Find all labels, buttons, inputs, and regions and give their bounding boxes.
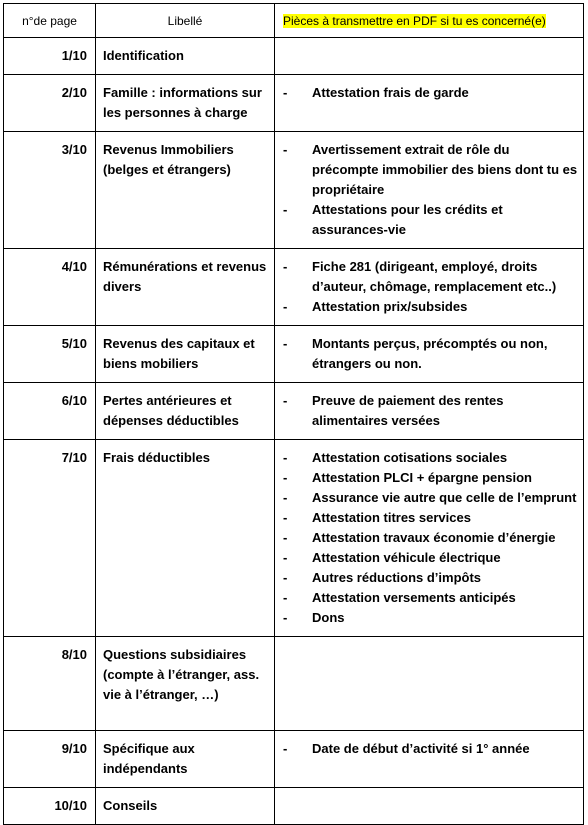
list-item bbox=[275, 391, 579, 431]
label-cell: Famille : informations sur les personnes à charge bbox=[96, 75, 275, 132]
documents-list bbox=[275, 83, 579, 103]
bullet-dash: - bbox=[283, 85, 288, 100]
table-row bbox=[4, 731, 584, 788]
document-item-text: Attestation frais de garde bbox=[312, 85, 469, 100]
documents-list bbox=[275, 448, 579, 628]
documents-table bbox=[3, 3, 584, 825]
label-cell: Revenus Immobiliers (belges et étrangers) bbox=[96, 132, 275, 249]
label-cell: Identification bbox=[96, 38, 275, 75]
bullet-dash: - bbox=[283, 202, 288, 217]
bullet-dash: - bbox=[283, 741, 288, 756]
document-item-text: Fiche 281 (dirigeant, employé, droits d’auteur, chômage, remplacement etc..) bbox=[312, 259, 557, 294]
list-item bbox=[275, 200, 579, 240]
list-item bbox=[275, 588, 579, 608]
documents-list bbox=[275, 257, 579, 317]
page-number-cell: 10/10 bbox=[4, 788, 96, 825]
label-cell: Rémunérations et revenus divers bbox=[96, 249, 275, 326]
page-number-cell: 9/10 bbox=[4, 731, 96, 788]
bullet-dash: - bbox=[283, 550, 288, 565]
documents-cell bbox=[275, 38, 584, 75]
bullet-dash: - bbox=[283, 336, 288, 351]
table-row bbox=[4, 383, 584, 440]
document-item-text: Preuve de paiement des rentes alimentaires versées bbox=[312, 393, 504, 428]
documents-cell bbox=[275, 637, 584, 731]
documents-cell bbox=[275, 132, 584, 249]
header-documents bbox=[275, 4, 584, 38]
documents-cell bbox=[275, 75, 584, 132]
document-item-text: Attestation titres services bbox=[312, 510, 471, 525]
page-number-cell: 7/10 bbox=[4, 440, 96, 637]
documents-list bbox=[275, 739, 579, 759]
list-item bbox=[275, 508, 579, 528]
bullet-dash: - bbox=[283, 470, 288, 485]
label-cell: Revenus des capitaux et biens mobiliers bbox=[96, 326, 275, 383]
document-item-text: Attestation travaux économie d’énergie bbox=[312, 530, 556, 545]
list-item bbox=[275, 488, 579, 508]
document-item-text: Attestation véhicule électrique bbox=[312, 550, 501, 565]
bullet-dash: - bbox=[283, 450, 288, 465]
list-item bbox=[275, 468, 579, 488]
list-item bbox=[275, 548, 579, 568]
documents-cell bbox=[275, 440, 584, 637]
document-item-text: Attestation PLCI + épargne pension bbox=[312, 470, 532, 485]
page-number-cell: 2/10 bbox=[4, 75, 96, 132]
list-item bbox=[275, 739, 579, 759]
document-item-text: Date de début d’activité si 1° année bbox=[312, 741, 530, 756]
page-number-cell: 3/10 bbox=[4, 132, 96, 249]
header-page-number: n°de page bbox=[4, 4, 96, 38]
table-row bbox=[4, 249, 584, 326]
document-item-text: Attestations pour les crédits et assurances-vie bbox=[312, 202, 503, 237]
documents-cell bbox=[275, 383, 584, 440]
page-number-cell: 1/10 bbox=[4, 38, 96, 75]
label-cell: Pertes antérieures et dépenses déductibles bbox=[96, 383, 275, 440]
table-row bbox=[4, 440, 584, 637]
list-item bbox=[275, 448, 579, 468]
label-cell: Frais déductibles bbox=[96, 440, 275, 637]
document-item-text: Assurance vie autre que celle de l’emprunt bbox=[312, 490, 577, 505]
bullet-dash: - bbox=[283, 590, 288, 605]
bullet-dash: - bbox=[283, 510, 288, 525]
list-item bbox=[275, 334, 579, 374]
bullet-dash: - bbox=[283, 610, 288, 625]
document-item-text: Attestation cotisations sociales bbox=[312, 450, 508, 465]
header-documents-text: Pièces à transmettre en PDF si tu es concerné(e) bbox=[283, 13, 546, 28]
list-item bbox=[275, 568, 579, 588]
page-number-cell: 5/10 bbox=[4, 326, 96, 383]
header-label: Libellé bbox=[96, 4, 275, 38]
bullet-dash: - bbox=[283, 299, 288, 314]
page-number-cell: 6/10 bbox=[4, 383, 96, 440]
documents-list bbox=[275, 334, 579, 374]
bullet-dash: - bbox=[283, 570, 288, 585]
header-row bbox=[4, 4, 584, 38]
document-item-text: Montants perçus, précomptés ou non, étrangers ou non. bbox=[312, 336, 548, 371]
documents-cell bbox=[275, 326, 584, 383]
page-number-cell: 4/10 bbox=[4, 249, 96, 326]
label-cell: Conseils bbox=[96, 788, 275, 825]
table-row bbox=[4, 75, 584, 132]
documents-cell bbox=[275, 731, 584, 788]
bullet-dash: - bbox=[283, 259, 288, 274]
label-cell: Spécifique aux indépendants bbox=[96, 731, 275, 788]
documents-list bbox=[275, 140, 579, 240]
bullet-dash: - bbox=[283, 530, 288, 545]
document-item-text: Autres réductions d’impôts bbox=[312, 570, 482, 585]
document-item-text: Attestation versements anticipés bbox=[312, 590, 516, 605]
list-item bbox=[275, 528, 579, 548]
list-item bbox=[275, 83, 579, 103]
list-item bbox=[275, 257, 579, 297]
document-item-text: Dons bbox=[312, 610, 345, 625]
list-item bbox=[275, 297, 579, 317]
table-row bbox=[4, 637, 584, 731]
document-item-text: Attestation prix/subsides bbox=[312, 299, 468, 314]
table-row bbox=[4, 38, 584, 75]
label-cell: Questions subsidiaires (compte à l’étranger, ass. vie à l’étranger, …) bbox=[96, 637, 275, 731]
list-item bbox=[275, 608, 579, 628]
bullet-dash: - bbox=[283, 393, 288, 408]
list-item bbox=[275, 140, 579, 200]
page-number-cell: 8/10 bbox=[4, 637, 96, 731]
table-row bbox=[4, 132, 584, 249]
documents-cell bbox=[275, 788, 584, 825]
table-row bbox=[4, 326, 584, 383]
bullet-dash: - bbox=[283, 142, 288, 157]
documents-list bbox=[275, 391, 579, 431]
document-item-text: Avertissement extrait de rôle du précompte immobilier des biens dont tu es propriétaire bbox=[312, 142, 578, 197]
bullet-dash: - bbox=[283, 490, 288, 505]
documents-cell bbox=[275, 249, 584, 326]
table-row bbox=[4, 788, 584, 825]
